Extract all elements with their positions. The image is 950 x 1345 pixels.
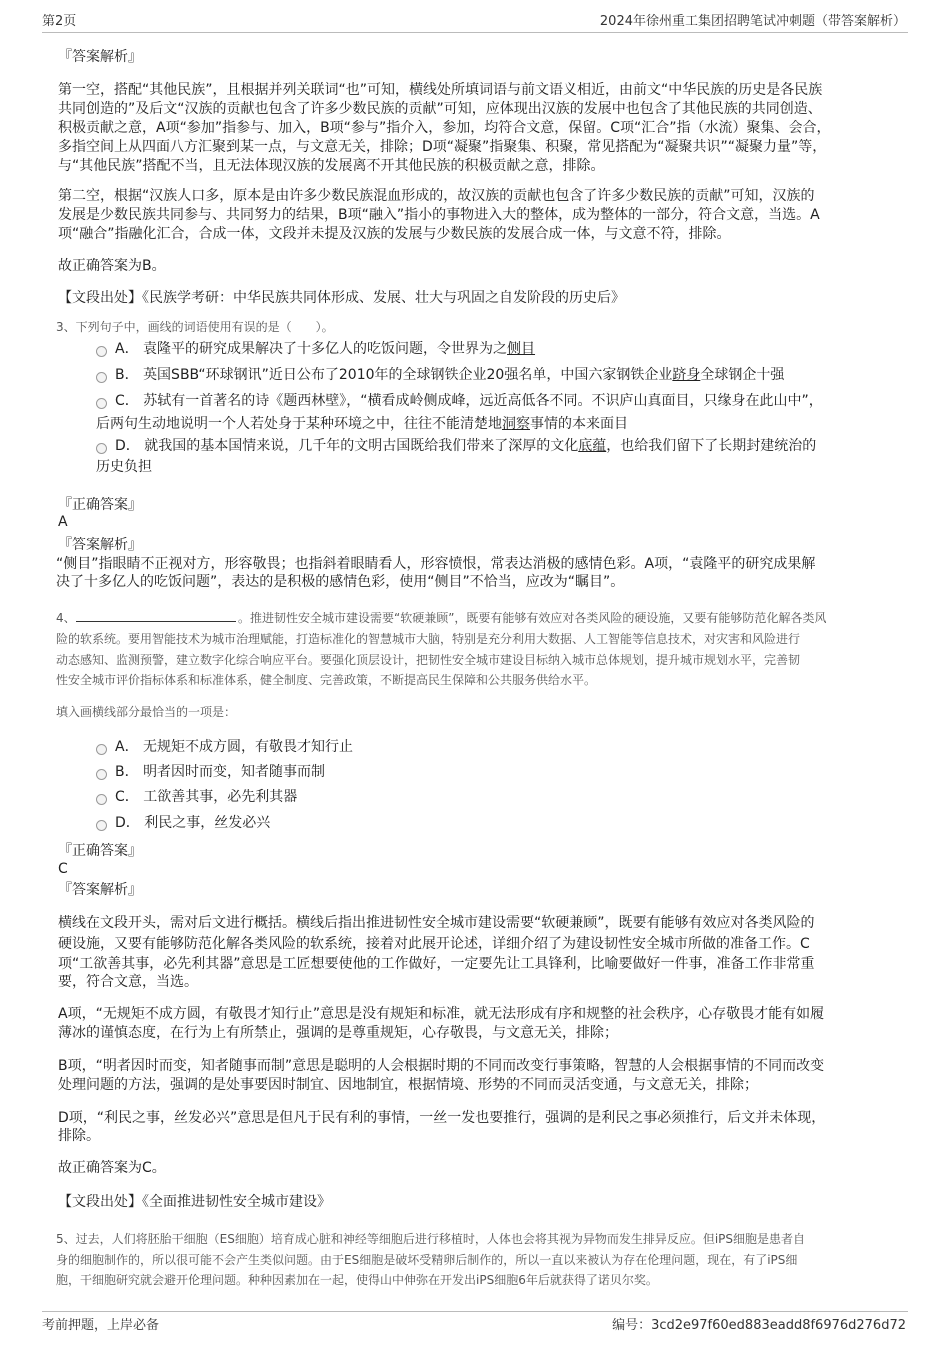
text-line: 横线在文段开头，需对后文进行概括。横线后指出推进韧性安全城市建设需要“软硬兼顾”，既要有能够有效应对各类风险的 [58, 915, 815, 931]
answer: C [58, 861, 68, 877]
fill-blank-line [76, 621, 236, 622]
question-3: 3、下列句子中，画线的词语使用有误的是（ ）。 [56, 320, 334, 334]
text-line: 第一空，搭配“其他民族”，且根据并列关联词“也”可知，横线处所填词语与前文语义相近，由前文“中华民族的历史是各民族 [58, 82, 823, 98]
text-line: 项“融合”指融化汇合，合成一体，文段并未提及汉族的发展与少数民族的发展合成一体，与文意不符，排除。 [58, 226, 731, 242]
text-line: 要，符合文意，当选。 [58, 974, 198, 990]
text-line: B项，“明者因时而变，知者随事而制”意思是聪明的人会根据时期的不同而改变行事策略，智慧的人会根据事情的不同而改变 [58, 1058, 825, 1074]
radio-option-c[interactable] [96, 398, 107, 409]
answer-label: 『正确答案』 [58, 497, 142, 513]
radio-option-b[interactable] [96, 372, 107, 383]
text-line: 险的软系统。要用智能技术为城市治理赋能，打造标准化的智慧城市大脑，特别是充分利用大数据、人工智能等信息技术，对灾害和风险进行 [56, 632, 801, 646]
text-line: 硬设施，又要有能够防范化解各类风险的软系统，接着对此展开论述，详细介绍了为建设韧性安全城市所做的准备工作。C [58, 936, 810, 952]
radio-option-a[interactable] [96, 346, 107, 357]
conclusion: 故正确答案为C。 [58, 1160, 166, 1176]
text-line: 共同创造的”及后文“汉族的贡献也包含了许多少数民族的贡献”可知，应体现出汉族的发展中也包含了其他民族的共同创造、 [58, 101, 822, 117]
option-b[interactable]: B． 明者因时而变，知者随事而制 [115, 764, 326, 780]
text-line: 排除。 [58, 1128, 100, 1144]
option-c[interactable]: C． 苏轼有一首著名的诗《题西林壁》，“横看成岭侧成峰，远近高低各不同。不识庐山真面目，只缘身在此山中”， [115, 393, 823, 409]
option-d-line2: 历史负担 [96, 459, 152, 475]
footer-divider [42, 1311, 908, 1312]
conclusion: 故正确答案为B。 [58, 258, 166, 274]
option-d[interactable]: D． 就我国的基本国情来说，几千年的文明古国既给我们带来了深厚的文化底蕴，也给我们留下了长期封建统治的 [115, 438, 817, 454]
text-line: D项，“利民之事，丝发必兴”意思是但凡于民有利的事情，一丝一发也要推行，强调的是利民之事必须推行，后文并未体现， [58, 1110, 826, 1126]
text-line: 决了十多亿人的吃饭问题”，表达的是积极的感情色彩，使用“侧目”不恰当，应改为“瞩目”。 [56, 574, 625, 590]
option-b[interactable]: B． 英国SBB“环球钢讯”近日公布了2010年的全球钢铁企业20强名单，中国六家钢铁企业跻身全球钢企十强 [115, 367, 785, 383]
section-label: 『答案解析』 [58, 49, 142, 65]
radio-option-b[interactable] [96, 769, 107, 780]
option-c-line2: 后两句生动地说明一个人若处身于某种环境之中，往往不能清楚地洞察事情的本来面目 [96, 416, 628, 432]
answer-label: 『正确答案』 [58, 843, 142, 859]
source: 【文段出处】《民族学考研：中华民族共同体形成、发展、壮大与巩固之自发阶段的历史后》 [58, 290, 625, 306]
text-line: 与“其他民族”搭配不当，且无法体现汉族的发展离不开其他民族的积极贡献之意，排除。 [58, 158, 605, 174]
option-a[interactable]: A． 袁隆平的研究成果解决了十多亿人的吃饭问题，令世界为之侧目 [115, 341, 536, 357]
text-line: 动态感知、监测预警，建立数字化综合响应平台。要强化顶层设计，把韧性安全城市建设目标纳入城市总体规划，提升城市规划水平，完善韧 [56, 653, 801, 667]
document-title: 2024年徐州重工集团招聘笔试冲刺题（带答案解析） [599, 14, 906, 29]
document-id: 编号：3cd2e97f60ed883eadd8f6976d276d72 [612, 1318, 906, 1333]
text-line: “侧目”指眼睛不正视对方，形容敬畏；也指斜着眼睛看人，形容愤恨，常表达消极的感情色彩。A项，“袁隆平的研究成果解 [56, 556, 816, 572]
text-line: 第二空，根据“汉族人口多，原本是由许多少数民族混血形成的，故汉族的贡献也包含了许多少数民族的贡献”可知，汉族的 [58, 188, 815, 204]
source: 【文段出处】《全面推进韧性安全城市建设》 [58, 1194, 331, 1210]
option-c[interactable]: C． 工欲善其事，必先利其器 [115, 789, 298, 805]
text-line: 身的细胞制作的，所以很可能不会产生类似问题。由于ES细胞是破坏受精卵后制作的，所以一直以来被认为存在伦理问题，现在，有了iPS细 [56, 1253, 798, 1267]
question-4-number: 4、 [56, 611, 76, 625]
text-line: 项“工欲善其事，必先利其器”意思是工匠想要使他的工作做好，一定要先让工具锋利，比喻要做好一件事，准备工作非常重 [58, 956, 815, 972]
radio-option-a[interactable] [96, 744, 107, 755]
text-line: 发展是少数民族共同参与、共同努力的结果，B项“融入”指小的事物进入大的整体，成为整体的一部分，符合文意，当选。A [58, 207, 820, 223]
footer-slogan: 考前押题，上岸必备 [42, 1318, 160, 1333]
text-line: A项，“无规矩不成方圆，有敬畏才知行止”意思是没有规矩和标准，就无法形成有序和规整的社会秩序，心存敬畏才能有如履 [58, 1006, 825, 1022]
text-line: 胞，干细胞研究就会避开伦理问题。种种因素加在一起，使得山中伸弥在开发出iPS细胞6年后就获得了诺贝尔奖。 [56, 1273, 658, 1287]
analysis-label: 『答案解析』 [58, 882, 142, 898]
option-d[interactable]: D． 利民之事，丝发必兴 [115, 815, 271, 831]
text-line: 。推进韧性安全城市建设需要“软硬兼顾”，既要有能够有效应对各类风险的硬设施，又要有能够防范化解各类风 [238, 611, 827, 625]
text-line: 积极贡献之意，A项“参加”指参与、加入，B项“参与”指介入，参加，均符合文意，保留。C项“汇合”指（水流）聚集、会合， [58, 120, 831, 136]
prompt: 填入画横线部分最恰当的一项是： [56, 705, 237, 719]
page-number: 第2页 [42, 14, 77, 29]
text-line: 5、过去，人们将胚胎干细胞（ES细胞）培育成心脏和神经等细胞后进行移植时，人体也会将其视为异物而发生排异反应。但iPS细胞是患者自 [56, 1232, 806, 1246]
header-divider [42, 32, 908, 33]
text-line: 薄冰的谨慎态度，在行为上有所禁止，强调的是尊重规矩，心存敬畏，与文意无关，排除； [58, 1025, 618, 1041]
text-line: 处理问题的方法，强调的是处事要因时制宜、因地制宜，根据情境、形势的不同而灵活变通，与文意无关，排除； [58, 1077, 758, 1093]
analysis-label: 『答案解析』 [58, 537, 142, 553]
radio-option-d[interactable] [96, 443, 107, 454]
radio-option-d[interactable] [96, 820, 107, 831]
option-a[interactable]: A． 无规矩不成方圆，有敬畏才知行止 [115, 739, 354, 755]
text-line: 性安全城市评价指标体系和标准体系，健全制度、完善政策，不断提高民生保障和公共服务供给水平。 [56, 673, 597, 687]
answer: A [58, 514, 68, 530]
radio-option-c[interactable] [96, 794, 107, 805]
text-line: 多指空间上从四面八方汇聚到某一点，与文意无关，排除；D项“凝聚”指聚集、积聚，常见搭配为“凝聚共识”“凝聚力量”等， [58, 139, 827, 155]
